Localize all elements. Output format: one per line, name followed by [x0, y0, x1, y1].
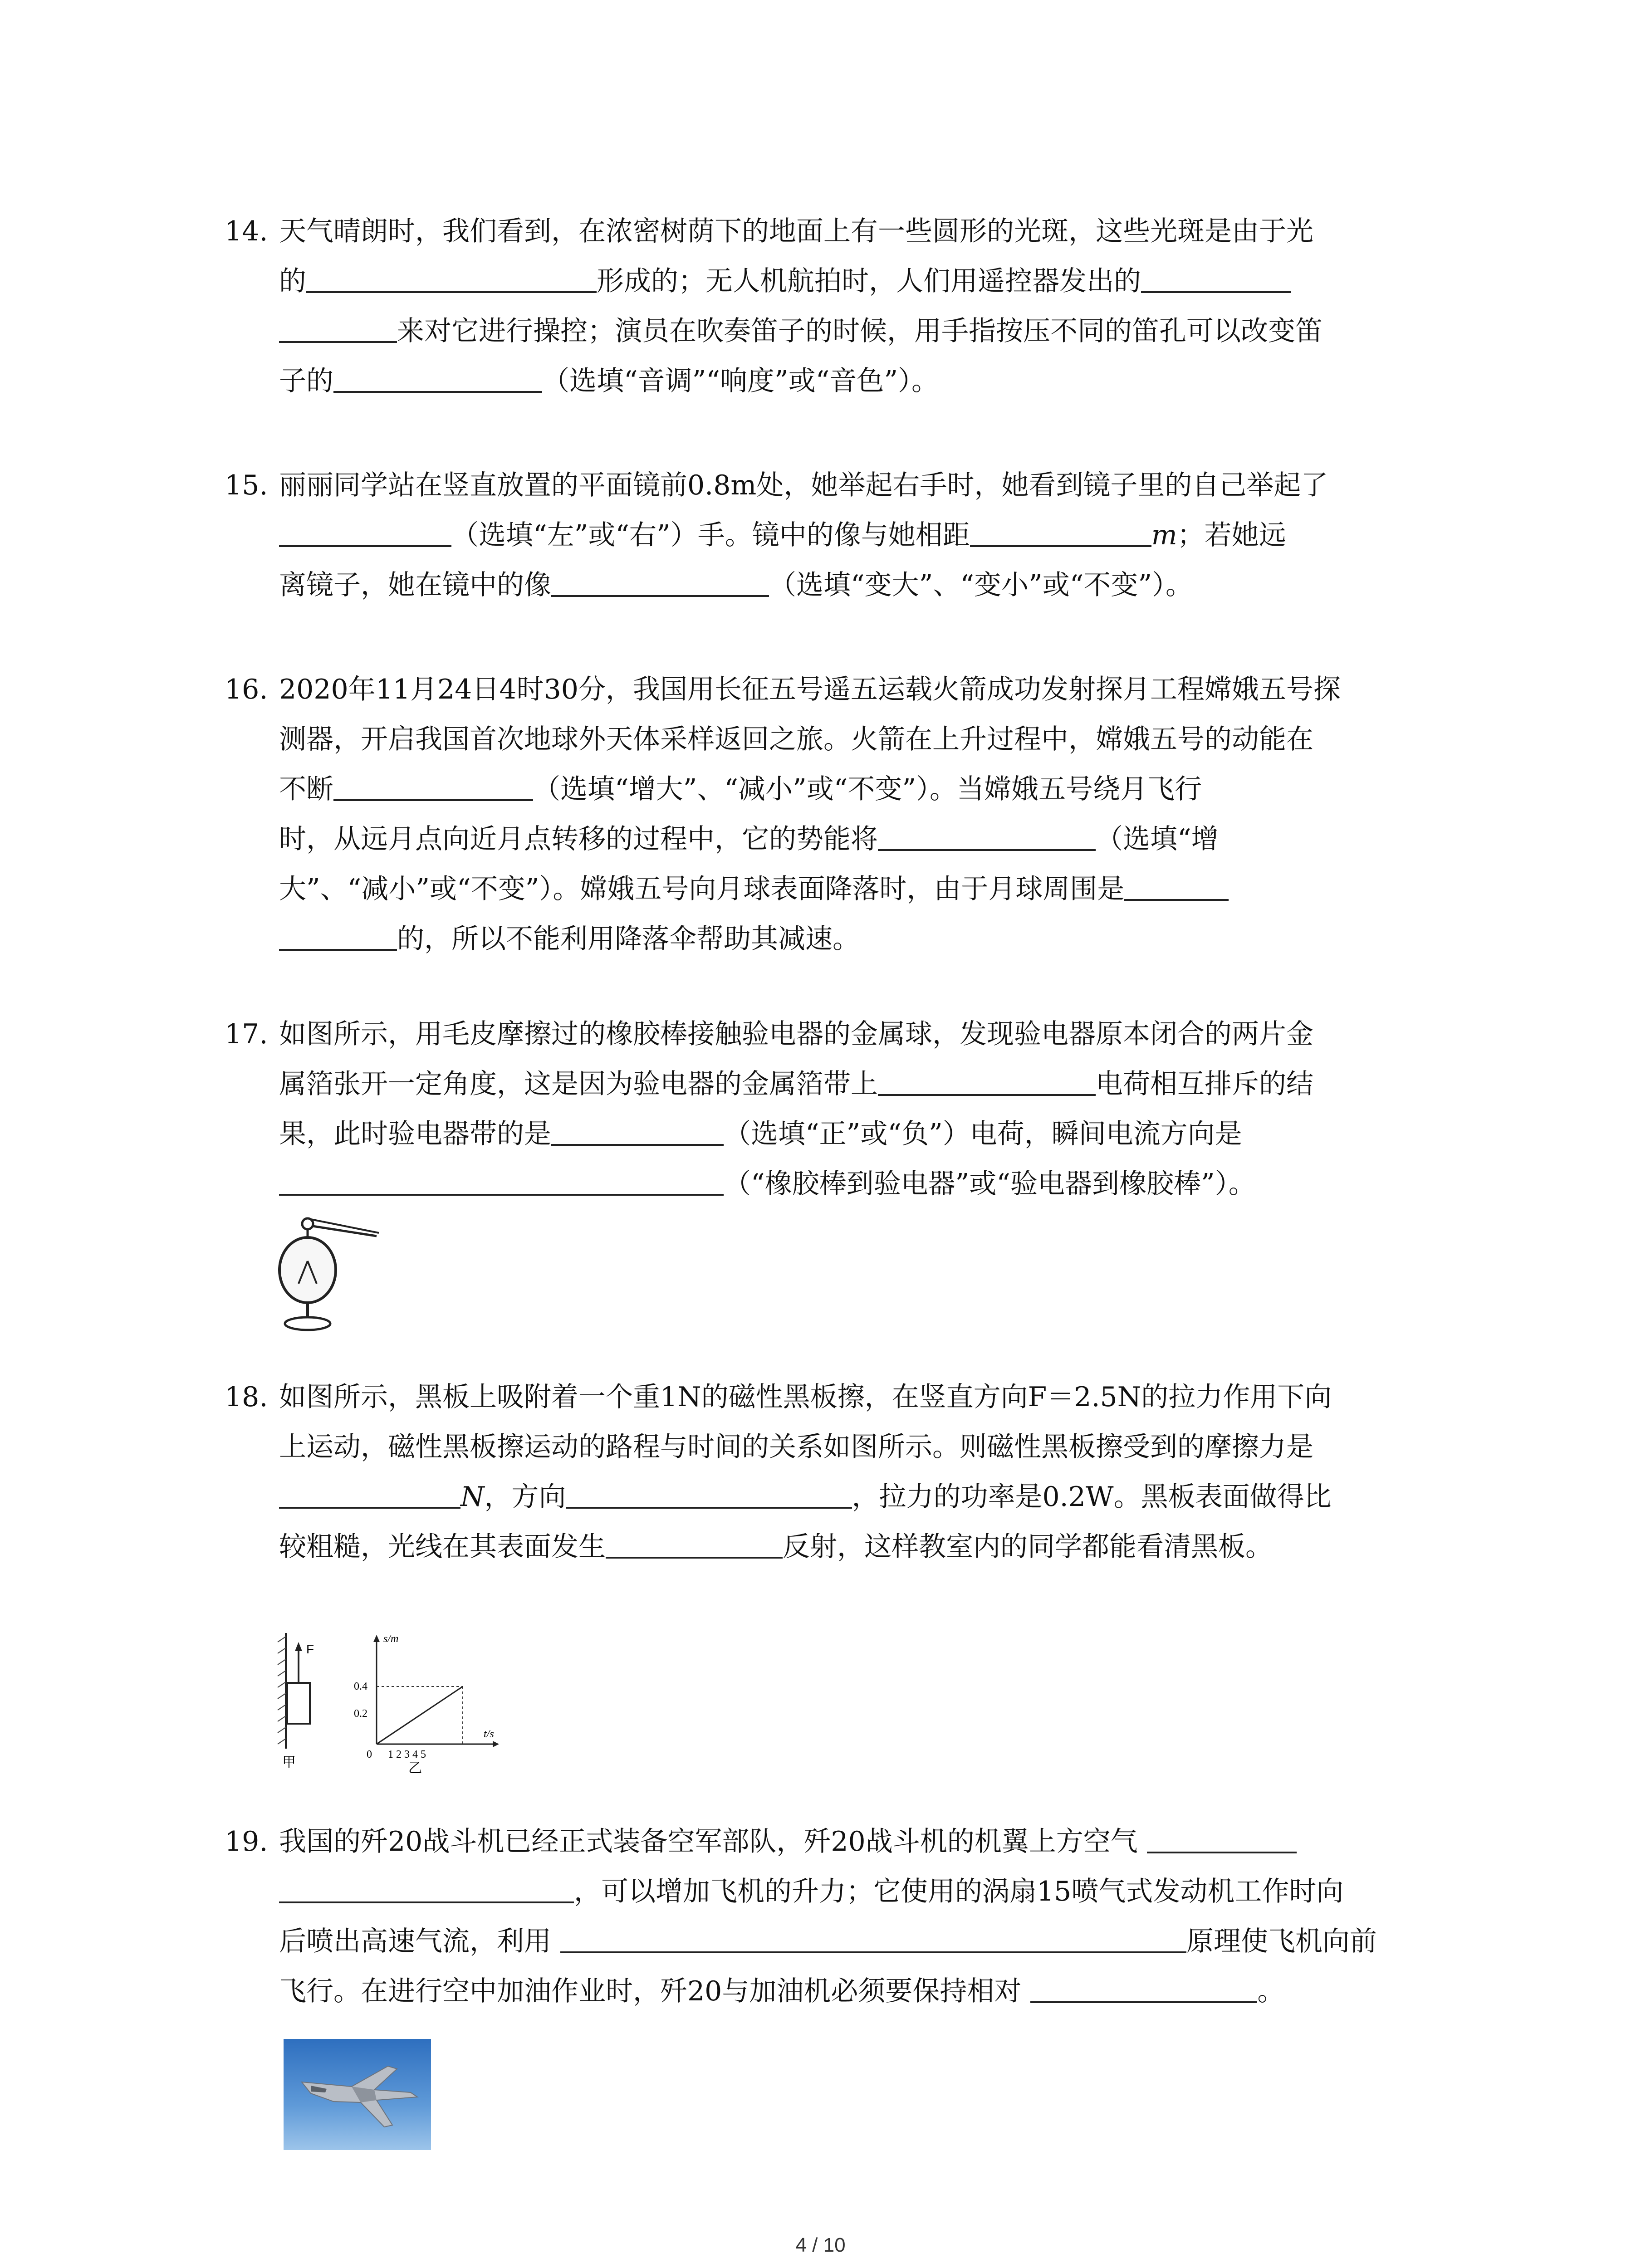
question-number: 14. — [225, 215, 268, 247]
answer-blank[interactable] — [279, 517, 451, 547]
figure-label-jia: 甲 — [282, 1755, 296, 1770]
answer-blank[interactable] — [1147, 1823, 1297, 1853]
q15-line-2: （选填“左”或“右”）手。镜中的像与她相距 m；若她远 — [279, 517, 1286, 553]
y-tick: 0.4 — [354, 1681, 367, 1692]
q19-line-3: 后喷出高速气流，利用 原理使飞机向前 — [279, 1923, 1377, 1960]
answer-blank[interactable] — [1141, 263, 1291, 293]
answer-blank[interactable] — [560, 1923, 1186, 1953]
answer-blank[interactable] — [279, 1479, 460, 1509]
blackboard-eraser-figure — [272, 1628, 563, 1774]
answer-blank[interactable] — [551, 567, 769, 597]
answer-blank[interactable] — [1030, 1973, 1257, 2003]
answer-blank[interactable] — [333, 363, 542, 393]
answer-blank[interactable] — [970, 517, 1151, 547]
q16-line-2: 测器，开启我国首次地球外天体采样返回之旅。火箭在上升过程中，嫦娥五号的动能在 — [279, 723, 1313, 755]
q18-line-3: N，方向 ，拉力的功率是0.2W。黑板表面做得比 — [279, 1479, 1332, 1515]
q14-line-3: 来对它进行操控；演员在吹奏笛子的时候，用手指按压不同的笛孔可以改变笛 — [279, 313, 1323, 349]
figure-label-yi: 乙 — [408, 1760, 422, 1774]
q16-line-5: 大”、“减小”或“不变”）。嫦娥五号向月球表面降落时，由于月球周围是 — [279, 871, 1229, 907]
answer-blank[interactable] — [333, 771, 533, 801]
y-tick: 0.2 — [354, 1708, 367, 1720]
answer-blank[interactable] — [279, 1166, 724, 1196]
question-number: 17. — [225, 1018, 268, 1050]
answer-blank[interactable] — [306, 263, 597, 293]
q15-line-3: 离镜子，她在镜中的像 （选填“变大”、“变小”或“不变”）。 — [279, 567, 1193, 603]
q16-line-6: 的，所以不能利用降落伞帮助其减速。 — [279, 921, 860, 957]
q16-line-4: 时，从远月点向近月点转移的过程中，它的势能将 （选填“增 — [279, 821, 1219, 857]
x-ticks: 1 2 3 4 5 — [388, 1749, 426, 1760]
answer-blank[interactable] — [566, 1479, 852, 1509]
question-number: 19. — [225, 1826, 268, 1857]
q19-line-1: 我国的歼20战斗机已经正式装备空军部队，歼20战斗机的机翼上方空气 — [279, 1823, 1297, 1860]
question-number: 18. — [225, 1381, 268, 1413]
answer-blank[interactable] — [279, 313, 397, 343]
fighter-jet-photo — [284, 2039, 431, 2150]
q14-line-2: 的 形成的；无人机航拍时，人们用遥控器发出的 — [279, 263, 1291, 299]
y-axis-label: s/m — [383, 1633, 399, 1645]
answer-blank[interactable] — [878, 1066, 1096, 1096]
force-label: F — [306, 1642, 314, 1656]
q18-line-4: 较粗糙，光线在其表面发生 反射，这样教室内的同学都能看清黑板。 — [279, 1529, 1273, 1565]
question-number: 16. — [225, 674, 268, 705]
q17-line-2: 属箔张开一定角度，这是因为验电器的金属箔带上 电荷相互排斥的结 — [279, 1066, 1313, 1102]
q19-line-2: ，可以增加飞机的升力；它使用的涡扇15喷气式发动机工作时向 — [279, 1873, 1343, 1910]
answer-blank[interactable] — [551, 1116, 724, 1146]
q14-line-4: 子的 （选填“音调”“响度”或“音色”）。 — [279, 363, 939, 399]
q16-line-1: 2020年11月24日4时30分，我国用长征五号遥五运载火箭成功发射探月工程嫦娥五号探 — [279, 674, 1341, 705]
answer-blank[interactable] — [279, 1873, 574, 1903]
answer-blank[interactable] — [279, 921, 397, 951]
q18-line-1: 如图所示，黑板上吸附着一个重1N的磁性黑板擦，在竖直方向F＝2.5N的拉力作用下向 — [279, 1381, 1332, 1413]
q16-line-3: 不断 （选填“增大”、“减小”或“不变”）。当嫦娥五号绕月飞行 — [279, 771, 1202, 807]
origin-label: 0 — [367, 1749, 372, 1760]
q19-line-4: 飞行。在进行空中加油作业时，歼20与加油机必须要保持相对 。 — [279, 1973, 1284, 2009]
q17-line-4: （“橡胶棒到验电器”或“验电器到橡胶棒”）。 — [279, 1166, 1256, 1202]
q15-line-1: 丽丽同学站在竖直放置的平面镜前0.8m处，她举起右手时，她看到镜子里的自己举起了 — [279, 469, 1328, 501]
q18-line-2: 上运动，磁性黑板擦运动的路程与时间的关系如图所示。则磁性黑板擦受到的摩擦力是 — [279, 1431, 1313, 1463]
question-number: 15. — [225, 469, 268, 501]
q17-line-1: 如图所示，用毛皮摩擦过的橡胶棒接触验电器的金属球，发现验电器原本闭合的两片金 — [279, 1018, 1313, 1050]
x-axis-label: t/s — [484, 1728, 494, 1740]
answer-blank[interactable] — [1124, 871, 1229, 901]
answer-blank[interactable] — [606, 1529, 783, 1559]
q17-line-3: 果，此时验电器带的是 （选填“正”或“负”）电荷，瞬间电流方向是 — [279, 1116, 1242, 1152]
answer-blank[interactable] — [878, 821, 1096, 851]
page-number: 4 / 10 — [795, 2234, 846, 2256]
q14-line-1: 天气晴朗时，我们看到，在浓密树荫下的地面上有一些圆形的光斑，这些光斑是由于光 — [279, 215, 1313, 247]
electroscope-figure — [277, 1211, 386, 1338]
